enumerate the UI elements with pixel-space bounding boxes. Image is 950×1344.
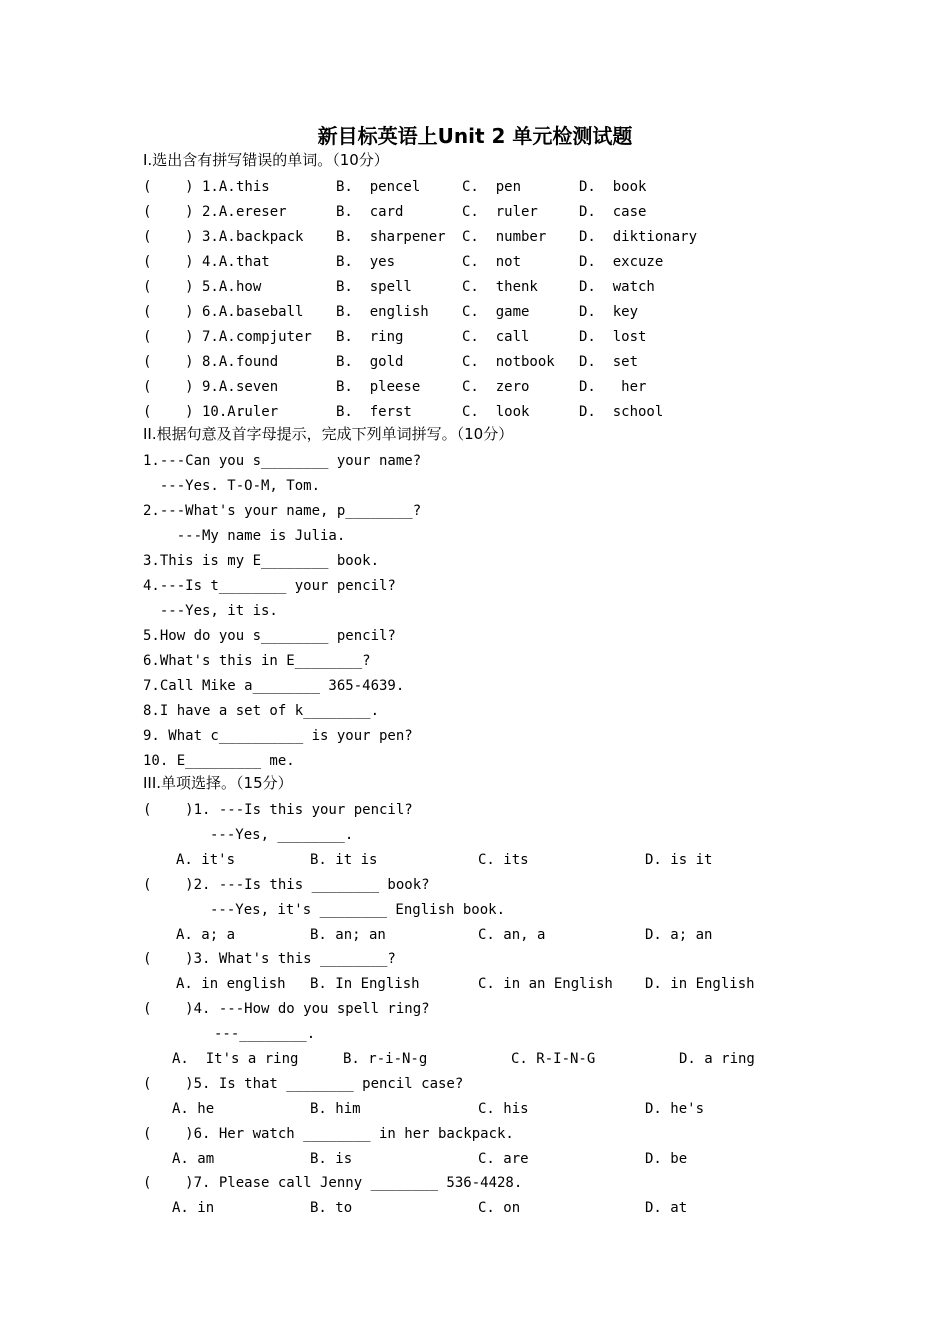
q4-option-a: A. It's a ring — [172, 1051, 299, 1067]
section1-option-a: ruler — [236, 404, 279, 420]
q7-option-b: B. to — [310, 1200, 353, 1216]
q5-option-d: D. he's — [645, 1101, 705, 1117]
section1-option-d: D. key — [579, 304, 639, 320]
section1-row — [0, 380, 950, 400]
section1-heading: I.选出含有拼写错误的单词。（10分） — [143, 151, 389, 169]
section1-number: ( ) 2.A. — [143, 204, 236, 220]
q3-option-d: D. in English — [645, 976, 755, 992]
section1-number: ( ) 4.A. — [143, 254, 236, 270]
q1-stem: ( )1. ---Is this your pencil? — [143, 802, 413, 818]
section3-heading: III.单项选择。（15分） — [143, 774, 293, 792]
section1-option-b: B. sharpener — [336, 229, 446, 245]
s2-line: 3.This is my E________ book. — [143, 553, 380, 569]
section1-row — [0, 330, 950, 350]
section1-option-d: D. watch — [579, 279, 655, 295]
section1-option-c: C. zero — [462, 379, 530, 395]
section1-option-b: B. ferst — [336, 404, 412, 420]
q3-option-b: B. In English — [310, 976, 420, 992]
q6-option-c: C. are — [478, 1151, 529, 1167]
q4-option-c: C. R-I-N-G — [511, 1051, 596, 1067]
q1-option-d: D. is it — [645, 852, 713, 868]
q6-option-a: A. am — [172, 1151, 215, 1167]
section1-option-a: that — [236, 254, 270, 270]
section1-option-c: C. ruler — [462, 204, 538, 220]
section1-option-a: how — [236, 279, 262, 295]
section1-option-b: B. pleese — [336, 379, 421, 395]
q5-option-b: B. him — [310, 1101, 361, 1117]
s2-line: 9. What c__________ is your pen? — [143, 728, 413, 744]
section1-option-c: C. call — [462, 329, 530, 345]
section1-option-b: B. spell — [336, 279, 412, 295]
section1-row — [0, 255, 950, 275]
q3-option-a: A. in english — [176, 976, 286, 992]
section1-option-d: D. excuze — [579, 254, 664, 270]
section1-row — [0, 305, 950, 325]
s2-line: 1.---Can you s________ your name? — [143, 453, 422, 469]
q5-option-c: C. his — [478, 1101, 529, 1117]
s2-line: ---Yes. T-O-M, Tom. — [143, 478, 321, 494]
s2-line: ---My name is Julia. — [143, 528, 346, 544]
section1-option-c: C. number — [462, 229, 547, 245]
section1-option-b: B. yes — [336, 254, 396, 270]
section1-option-a: this — [236, 179, 270, 195]
section1-row — [0, 230, 950, 250]
s2-line: 2.---What's your name, p________? — [143, 503, 422, 519]
section1-row — [0, 405, 950, 425]
section1-number: ( ) 6.A. — [143, 304, 236, 320]
section1-option-c: C. notbook — [462, 354, 555, 370]
q6-option-b: B. is — [310, 1151, 353, 1167]
section1-option-a: seven — [236, 379, 279, 395]
section1-row — [0, 205, 950, 225]
section1-option-d: D. case — [579, 204, 647, 220]
section1-number: ( ) 5.A. — [143, 279, 236, 295]
q2-stem: ( )2. ---Is this ________ book? — [143, 877, 430, 893]
section1-option-c: C. look — [462, 404, 530, 420]
s2-line: 4.---Is t________ your pencil? — [143, 578, 396, 594]
q1-sub: ---Yes, ________. — [210, 827, 354, 843]
q2-option-c: C. an, a — [478, 927, 546, 943]
section1-option-a: backpack — [236, 229, 304, 245]
section1-option-a: found — [236, 354, 279, 370]
s2-line: 6.What's this in E________? — [143, 653, 371, 669]
q7-option-d: D. at — [645, 1200, 688, 1216]
section2-heading: II.根据句意及首字母提示，完成下列单词拼写。（10分） — [143, 425, 514, 443]
q7-option-c: C. on — [478, 1200, 521, 1216]
page-title: 新目标英语上Unit 2 单元检测试题 — [317, 124, 633, 148]
s2-line: 8.I have a set of k________. — [143, 703, 380, 719]
section1-option-a: compjuter — [236, 329, 312, 345]
section1-number: ( ) 8.A. — [143, 354, 236, 370]
q2-sub: ---Yes, it's ________ English book. — [210, 902, 506, 918]
section1-option-a: ereser — [236, 204, 287, 220]
section1-option-d: D. school — [579, 404, 664, 420]
q2-option-d: D. a; an — [645, 927, 713, 943]
section1-number: ( ) 1.A. — [143, 179, 236, 195]
q4-sub: ---________. — [214, 1026, 316, 1042]
section1-option-b: B. english — [336, 304, 429, 320]
section1-number: ( ) 9.A. — [143, 379, 236, 395]
q4-option-b: B. r-i-N-g — [343, 1051, 428, 1067]
q3-stem: ( )3. What's this ________? — [143, 951, 396, 967]
q2-option-a: A. a; a — [176, 927, 236, 943]
s2-line: ---Yes, it is. — [143, 603, 278, 619]
q3-option-c: C. in an English — [478, 976, 613, 992]
section1-option-c: C. game — [462, 304, 530, 320]
q1-option-c: C. its — [478, 852, 529, 868]
section1-option-d: D. lost — [579, 329, 647, 345]
section1-option-d: D. book — [579, 179, 647, 195]
q5-stem: ( )5. Is that ________ pencil case? — [143, 1076, 464, 1092]
s2-line: 10. E_________ me. — [143, 753, 295, 769]
section1-option-a: baseball — [236, 304, 304, 320]
section1-number: ( ) 7.A. — [143, 329, 236, 345]
section1-row — [0, 280, 950, 300]
s2-line: 5.How do you s________ pencil? — [143, 628, 396, 644]
section1-option-c: C. thenk — [462, 279, 538, 295]
q6-option-d: D. be — [645, 1151, 688, 1167]
section1-number: ( ) 10.A. — [143, 404, 245, 420]
q7-option-a: A. in — [172, 1200, 215, 1216]
q2-option-b: B. an; an — [310, 927, 386, 943]
q4-option-d: D. a ring — [679, 1051, 755, 1067]
section1-row — [0, 180, 950, 200]
q5-option-a: A. he — [172, 1101, 215, 1117]
section1-option-c: C. not — [462, 254, 522, 270]
section1-option-b: B. gold — [336, 354, 404, 370]
section1-number: ( ) 3.A. — [143, 229, 236, 245]
section1-option-c: C. pen — [462, 179, 522, 195]
section1-option-d: D. diktionary — [579, 229, 698, 245]
q7-stem: ( )7. Please call Jenny ________ 536-4428. — [143, 1175, 523, 1191]
q6-stem: ( )6. Her watch ________ in her backpack. — [143, 1126, 514, 1142]
section1-option-d: D. set — [579, 354, 639, 370]
section1-option-d: D. her — [579, 379, 647, 395]
section1-option-b: B. pencel — [336, 179, 421, 195]
q1-option-a: A. it's — [176, 852, 236, 868]
s2-line: 7.Call Mike a________ 365-4639. — [143, 678, 405, 694]
q4-stem: ( )4. ---How do you spell ring? — [143, 1001, 430, 1017]
section1-row — [0, 355, 950, 375]
q1-option-b: B. it is — [310, 852, 378, 868]
section1-option-b: B. card — [336, 204, 404, 220]
section1-option-b: B. ring — [336, 329, 404, 345]
